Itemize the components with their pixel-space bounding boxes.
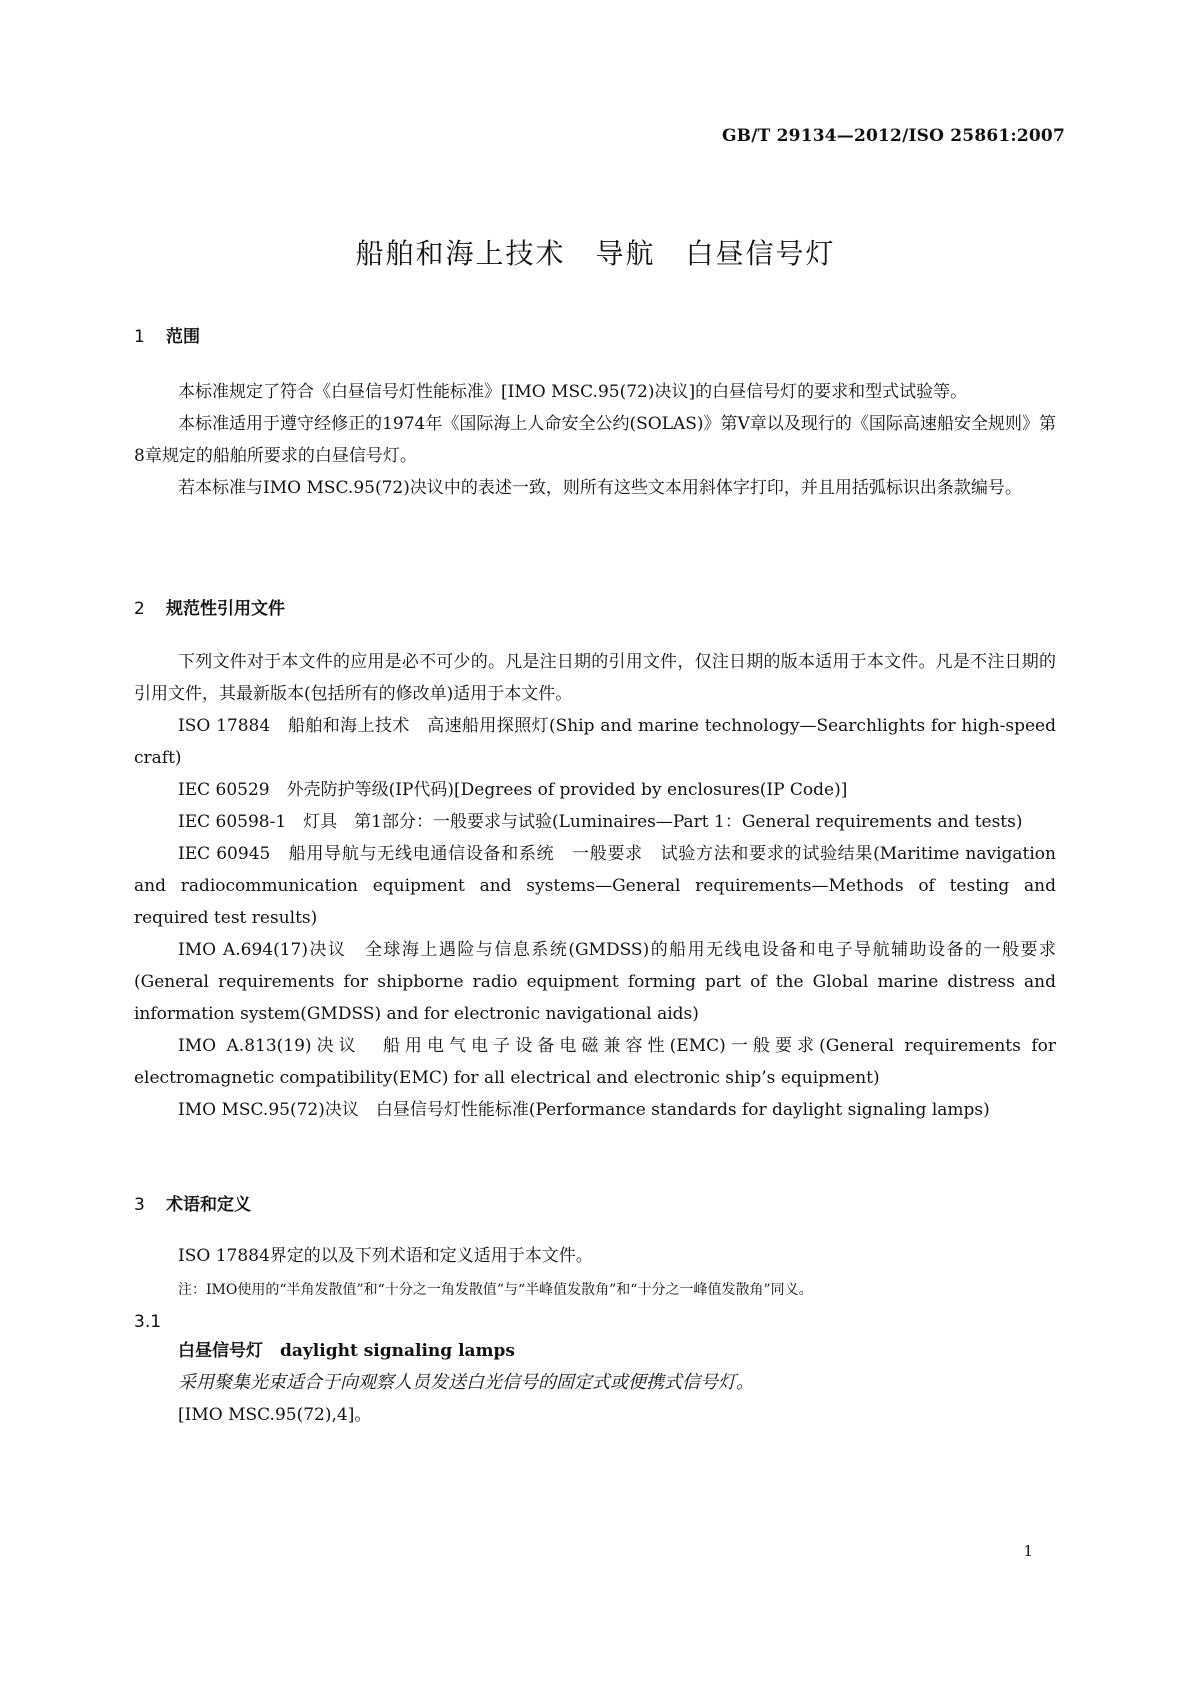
reference-item: IMO MSC.95(72)决议 白昼信号灯性能标准(Performance standards for daylight signaling lamps) [178, 1100, 990, 1120]
terms-intro [134, 1240, 1056, 1272]
section-title: 范围 [166, 327, 200, 347]
reference-item: IEC 60598-1 灯具 第1部分：一般要求与试验(Luminaires—Part 1：General requirements and tests) [178, 812, 1023, 832]
section-number: 3 [134, 1195, 145, 1215]
section-3-heading [134, 1190, 251, 1215]
section-title: 术语和定义 [166, 1195, 251, 1215]
section-number: 2 [134, 599, 145, 619]
paragraph: 本标准适用于遵守经修正的1974年《国际海上人命安全公约(SOLAS)》第Ⅴ章以及现行的《国际高速船安全规则》第8章规定的船舶所要求的白昼信号灯。 [134, 414, 1056, 466]
standard-code-header: GB/T 29134—2012/ISO 25861:2007 [721, 126, 1065, 146]
term-definition: 采用聚集光束适合于向观察人员发送白光信号的固定式或便携式信号灯。 [178, 1372, 754, 1393]
reference-item: ISO 17884 船舶和海上技术 高速船用探照灯(Ship and marine technology—Searchlights for high-speed craft) [134, 716, 1056, 768]
term-entry [178, 1335, 1058, 1431]
reference-item: IEC 60945 船用导航与无线电通信设备和系统 一般要求 试验方法和要求的试验结果(Maritime navigation and radiocommunication equipment and systems—General requirements—Methods of testing and required test results) [134, 844, 1056, 928]
term-en: daylight signaling lamps [280, 1341, 516, 1361]
section-number: 1 [134, 327, 145, 347]
terms-note: 注：IMO使用的“半角发散值”和“十分之一角发散值”与“半峰值发散角”和“十分之一峰值发散角”同义。 [178, 1282, 813, 1298]
paragraph: ISO 17884界定的以及下列术语和定义适用于本文件。 [178, 1246, 593, 1266]
term-zh: 白昼信号灯 [178, 1341, 263, 1361]
paragraph: 本标准规定了符合《白昼信号灯性能标准》[IMO MSC.95(72)决议]的白昼信号灯的要求和型式试验等。 [178, 382, 968, 402]
reference-item: IMO A.694(17)决议 全球海上遇险与信息系统(GMDSS)的船用无线电设备和电子导航辅助设备的一般要求(General requirements for shipborne radio equipment forming part of the Global marine distress and information system(GMDSS) and for electronic navigational aids) [134, 940, 1056, 1024]
scope-body [134, 376, 1056, 504]
paragraph: 下列文件对于本文件的应用是必不可少的。凡是注日期的引用文件，仅注日期的版本适用于本文件。凡是不注日期的引用文件，其最新版本(包括所有的修改单)适用于本文件。 [134, 652, 1056, 704]
term-title [178, 1335, 1058, 1367]
page-number: 1 [1023, 1542, 1033, 1560]
paragraph: 若本标准与IMO MSC.95(72)决议中的表述一致，则所有这些文本用斜体字打印，并且用括弧标识出条款编号。 [178, 478, 1022, 498]
section-1-heading [134, 322, 200, 347]
section-title: 规范性引用文件 [166, 599, 285, 619]
reference-item: IEC 60529 外壳防护等级(IP代码)[Degrees of provided by enclosures(IP Code)] [178, 780, 848, 800]
clause-number: 3.1 [134, 1312, 162, 1332]
reference-item: IMO A.813(19)决议 船用电气电子设备电磁兼容性(EMC)一般要求(General requirements for electromagnetic compatibility(EMC) for all electrical and electronic ship’s equipment) [134, 1036, 1056, 1088]
normative-body [134, 646, 1056, 1126]
term-source: [IMO MSC.95(72),4]。 [178, 1405, 372, 1425]
section-2-heading [134, 594, 285, 619]
document-title: 船舶和海上技术 导航 白昼信号灯 [355, 237, 836, 270]
